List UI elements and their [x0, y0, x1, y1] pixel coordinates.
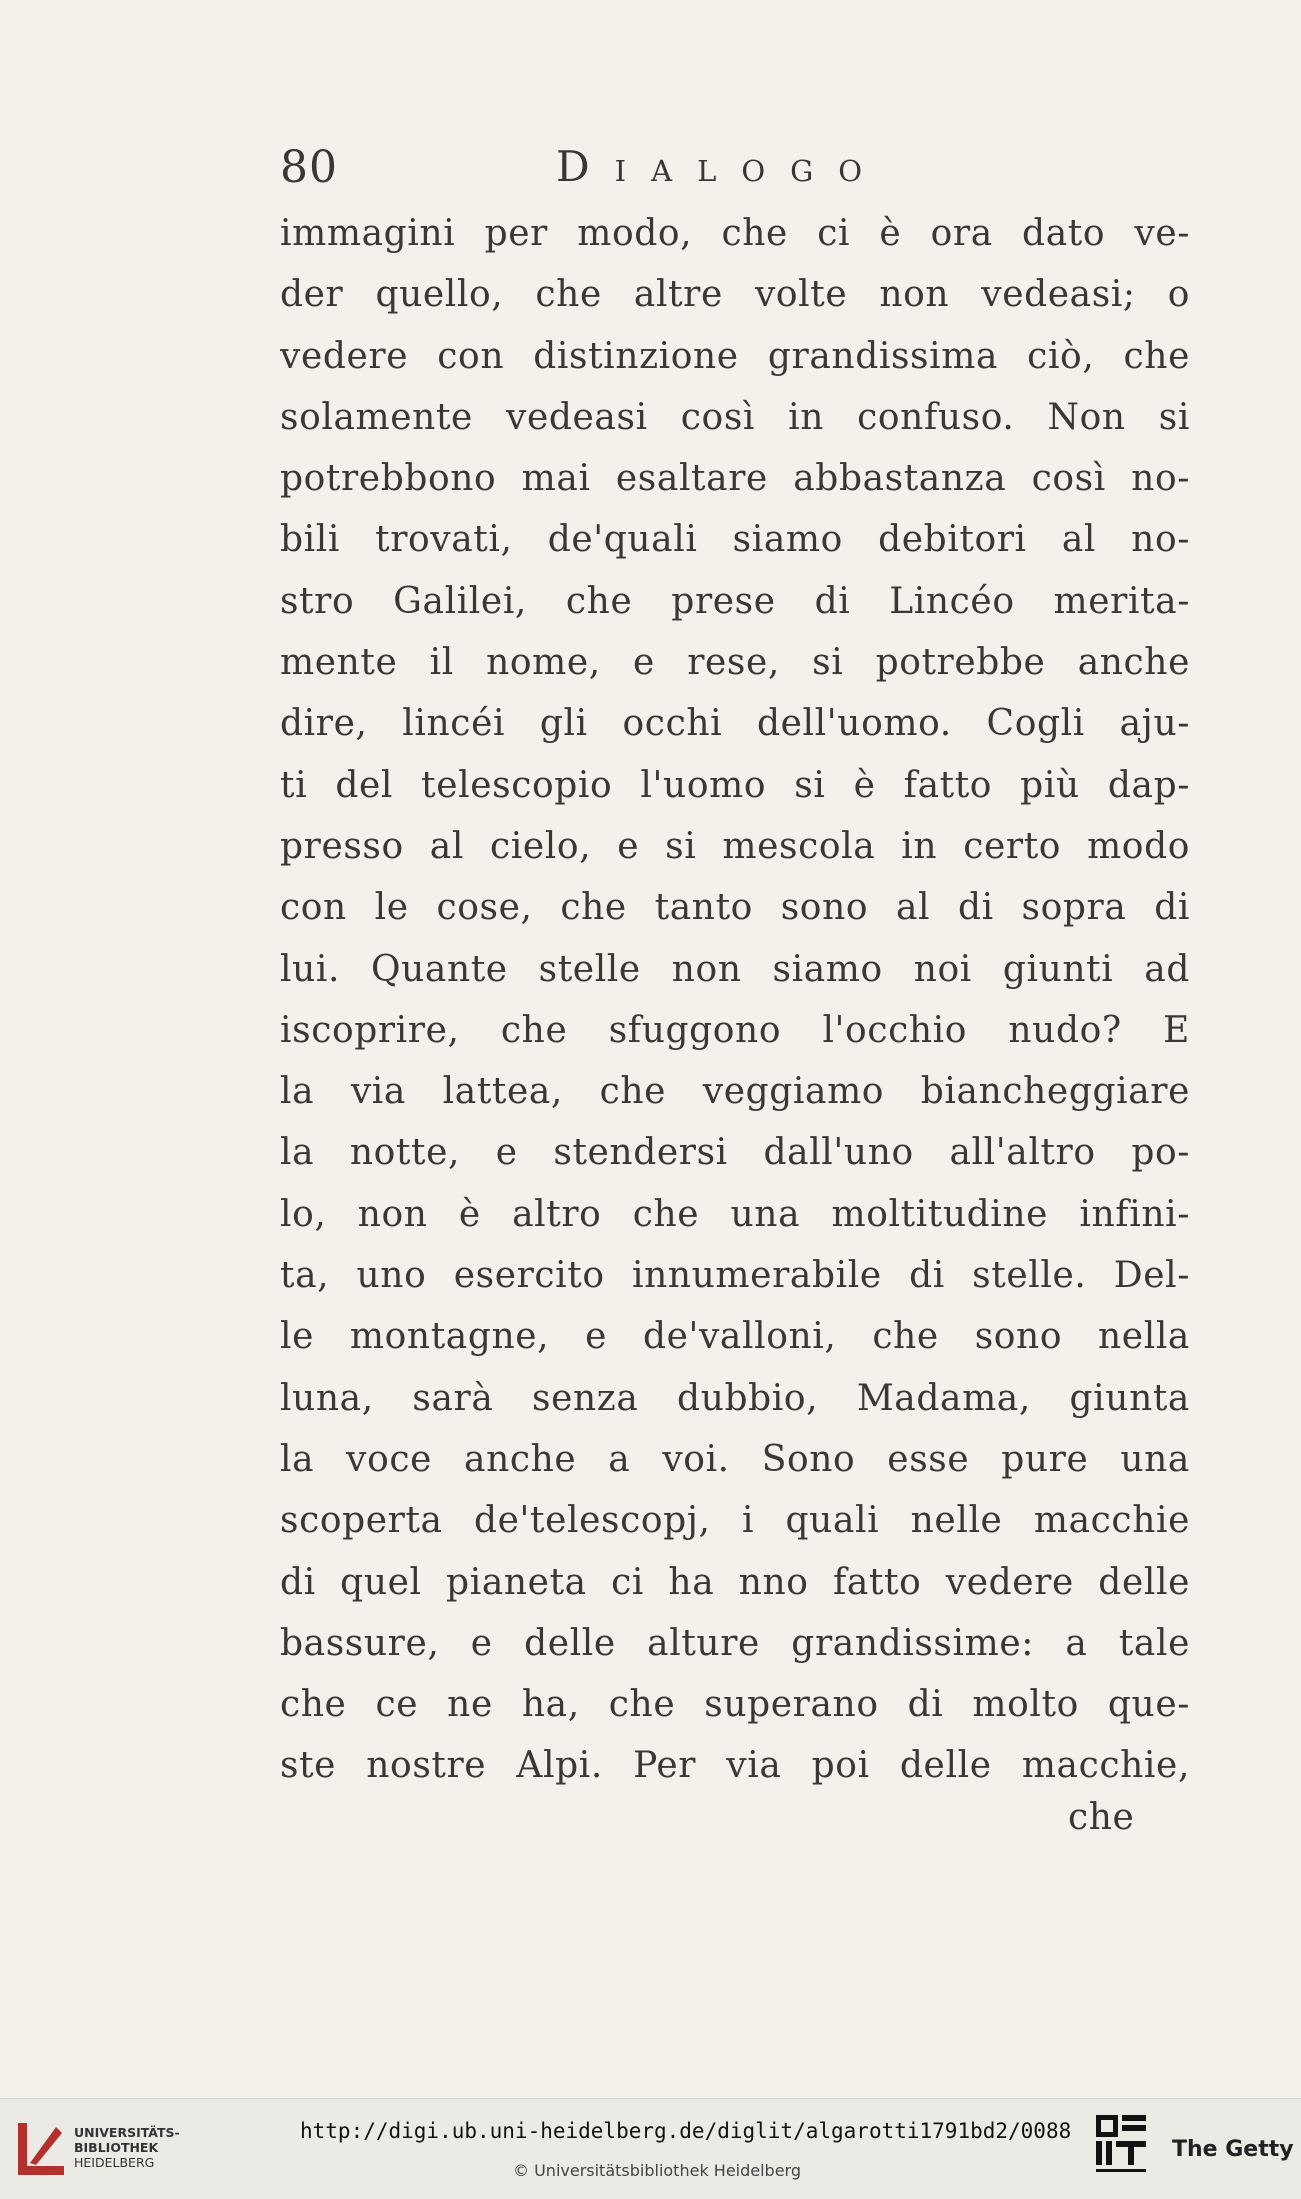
text-line: luna, sarà senza dubbio, Madama, giunta	[280, 1377, 1190, 1419]
text-line: le montagne, e de'valloni, che sono nella	[280, 1316, 1190, 1358]
partner-name: The Getty	[1172, 2137, 1294, 2162]
text-line: lui. Quante stelle non siamo noi giunti ad	[280, 948, 1190, 990]
text-line: lo, non è altro che una moltitudine infini-	[280, 1193, 1190, 1235]
page-number: 80	[280, 142, 338, 193]
text-line: con le cose, che tanto sono al di sopra di	[280, 887, 1190, 929]
running-title: Dialogo	[556, 142, 888, 191]
text-line: solamente vedeasi così in confuso. Non si	[280, 396, 1190, 438]
text-line: mente il nome, e rese, si potrebbe anche	[280, 642, 1190, 684]
text-line: vedere con distinzione grandissima ciò, che	[280, 335, 1190, 377]
text-line: ta, uno esercito innumerabile di stelle. Del-	[280, 1255, 1190, 1297]
library-name-line: HEIDELBERG	[74, 2155, 155, 2170]
library-name-line: UNIVERSITÄTS-	[74, 2125, 180, 2140]
running-head	[280, 142, 1200, 202]
text-line: immagini per modo, che ci è ora dato ve-	[280, 213, 1190, 254]
text-line: bili trovati, de'quali siamo debitori al no-	[280, 519, 1190, 561]
text-line: che ce ne ha, che superano di molto que-	[280, 1684, 1190, 1726]
library-name	[74, 2125, 180, 2170]
text-line: ti del telescopio l'uomo si è fatto più dap-	[280, 764, 1190, 806]
library-name-line: BIBLIOTHEK	[74, 2140, 159, 2155]
copyright-notice: © Universitätsbibliothek Heidelberg	[513, 2161, 802, 2180]
text-line: la notte, e stendersi dall'uno all'altro po-	[280, 1132, 1190, 1174]
text-line: di quel pianeta ci ha nno fatto vedere delle	[280, 1561, 1190, 1603]
getty-logo-icon	[1092, 2111, 1152, 2183]
catchword: che	[1068, 1797, 1135, 1838]
text-line: presso al cielo, e si mescola in certo modo	[280, 825, 1190, 867]
text-line: stro Galilei, che prese di Lincéo merita-	[280, 580, 1190, 622]
text-line: iscoprire, che sfuggono l'occhio nudo? E	[280, 1009, 1190, 1051]
body-text	[280, 203, 1190, 1797]
permalink-url[interactable]: http://digi.ub.uni-heidelberg.de/diglit/algarotti1791bd2/0088	[300, 2119, 1072, 2143]
text-line: bassure, e delle alture grandissime: a tale	[280, 1622, 1190, 1664]
text-line: dire, lincéi gli occhi dell'uomo. Cogli aju-	[280, 703, 1190, 745]
text-line: la voce anche a voi. Sono esse pure una	[280, 1438, 1190, 1480]
text-line: ste nostre Alpi. Per via poi delle macchie,	[280, 1745, 1190, 1787]
viewer-footer	[0, 2098, 1301, 2199]
text-line: la via lattea, che veggiamo biancheggiare	[280, 1071, 1190, 1113]
text-line: scoperta de'telescopj, i quali nelle macchie	[280, 1500, 1190, 1542]
text-line: potrebbono mai esaltare abbastanza così no-	[280, 458, 1190, 500]
text-line: der quello, che altre volte non vedeasi; o	[280, 274, 1190, 316]
library-logo-icon	[16, 2119, 68, 2179]
